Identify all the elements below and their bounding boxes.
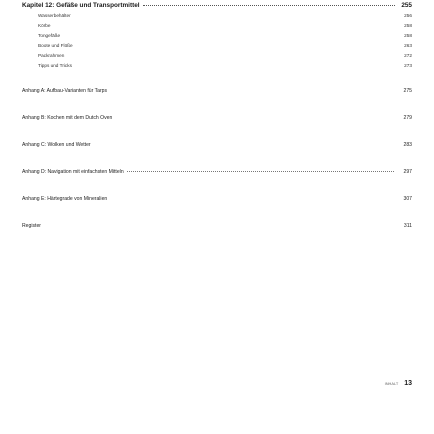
toc-appendix-page: 307 [403,196,412,202]
toc-chapter-heading [22,2,412,9]
toc-subentry-page: 256 [404,13,412,18]
page-number: 13 [404,380,412,387]
toc-subentry-label: Packrahmen [38,53,65,58]
toc-appendix-entry [22,88,412,94]
footer-section-label: INHALT [384,381,399,386]
toc-appendix-label: Anhang E: Härtegrade von Mineralien [22,196,108,202]
toc-chapter-page: 255 [401,2,412,9]
toc-register-page: 311 [403,223,412,229]
toc-subentry [38,13,412,18]
toc-register-label: Register [22,223,41,229]
toc-subentry-page: 272 [404,53,412,58]
dot-leader [127,171,394,172]
toc-subentry [38,63,412,68]
toc-appendix-label: Anhang C: Wolken und Wetter [22,142,91,148]
toc-chapter-title: Kapitel 12: Gefäße und Transportmittel [22,2,140,9]
toc-appendix-page: 297 [403,169,412,175]
toc-subentry [38,33,412,38]
toc-subentry-label: Körbe [38,23,51,28]
toc-subentry-label: Tongefäße [38,33,61,38]
toc-subentry-label: Wasserbehälter [38,13,71,18]
toc-appendix-entry [22,169,412,175]
toc-appendix-page: 279 [403,115,412,121]
toc-appendix-page: 283 [403,142,412,148]
toc-subentry-page: 263 [404,43,412,48]
toc-appendix-entry [22,142,412,148]
toc-subentry-label: Tipps und Tricks [38,63,72,68]
toc-subentry-label: Boote und Flöße [38,43,73,48]
dot-leader [143,5,395,6]
toc-appendix-page: 275 [403,88,412,94]
toc-subentry-page: 258 [404,33,412,38]
toc-appendix-label: Anhang B: Kochen mit dem Dutch Oven [22,115,113,121]
toc-appendix-entry [22,196,412,202]
toc-subentry [38,43,412,48]
page-footer [385,380,412,387]
toc-appendix-label: Anhang A: Aufbau-Varianten für Tarps [22,88,108,94]
toc-subentry-page: 258 [404,23,412,28]
toc-subentry [38,53,412,58]
toc-appendix-entry [22,115,412,121]
toc-subentry [38,23,412,28]
toc-register-entry [22,223,412,229]
toc-appendix-label: Anhang D: Navigation mit einfachsten Mitteln [22,169,124,175]
toc-subentry-page: 273 [404,63,412,68]
